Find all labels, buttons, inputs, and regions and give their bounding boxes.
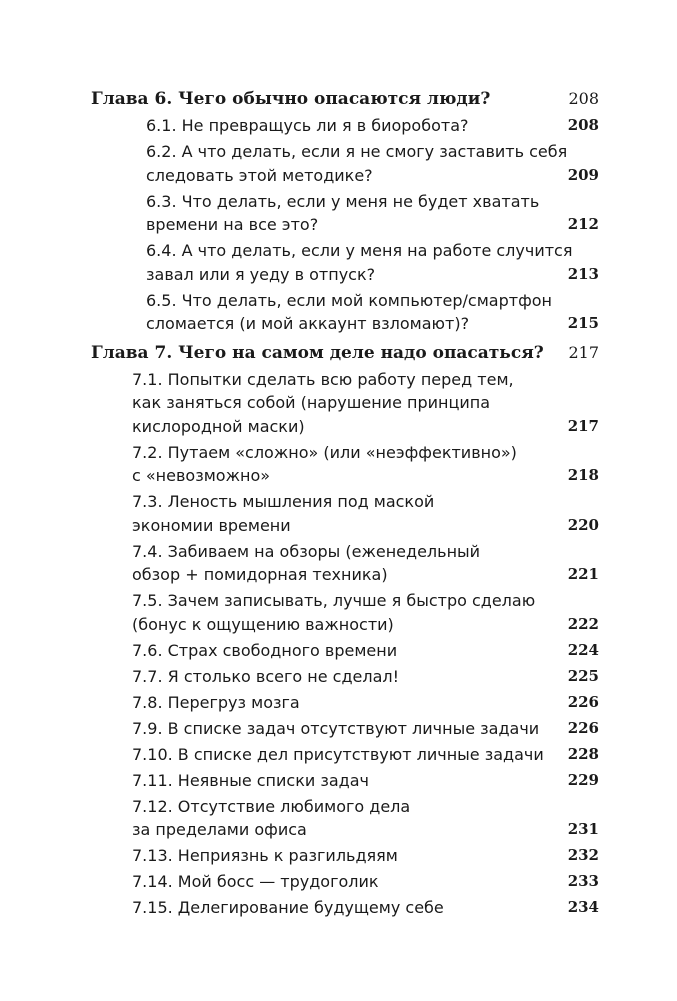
entry-title-line: 7.15. Делегирование будущему себе <box>132 898 444 917</box>
entry-title-line: 7.4. Забиваем на обзоры (еженедельный <box>132 541 481 561</box>
entry-title-line: времени на все это? <box>146 215 319 234</box>
table-of-contents <box>91 86 599 922</box>
chapter-title: Глава 7. Чего на самом деле надо опасаться? <box>91 342 544 363</box>
entry-page-number: 226 <box>567 718 599 737</box>
entry-title-line: 7.14. Мой босс — трудоголик <box>132 872 379 891</box>
entry-page-number: 226 <box>567 692 599 711</box>
chapter-page-number: 217 <box>568 342 599 362</box>
toc-entry[interactable] <box>91 190 599 237</box>
entry-page-number: 233 <box>567 872 599 890</box>
chapter-heading[interactable] <box>91 86 599 112</box>
toc-entry[interactable] <box>91 368 599 439</box>
entry-page-number: 224 <box>567 640 599 659</box>
toc-entry[interactable] <box>91 589 599 636</box>
entry-title-line: за пределами офиса <box>132 820 307 839</box>
entry-title-line: 7.2. Путаем «сложно» (или «неэффективно») <box>132 442 517 462</box>
toc-entry[interactable] <box>91 114 599 138</box>
entry-title-line: завал или я уеду в отпуск? <box>146 264 376 284</box>
entry-title-line: сломается (и мой аккаунт взломают)? <box>146 314 470 333</box>
toc-entry[interactable] <box>91 441 599 488</box>
entry-title-line: 7.1. Попытки сделать всю работу перед тем, <box>132 369 514 389</box>
entry-page-number: 212 <box>567 215 599 233</box>
toc-entry[interactable] <box>91 665 599 689</box>
entry-title-line: 7.7. Я столько всего не сделал! <box>132 666 400 686</box>
entry-page-number: 228 <box>567 744 599 763</box>
entry-title-line: 7.10. В списке дел присутствуют личные задачи <box>132 744 544 764</box>
toc-entry[interactable] <box>91 639 599 663</box>
entry-page-number: 231 <box>567 820 599 838</box>
toc-entry[interactable] <box>91 289 599 336</box>
entry-title-line: 7.9. В списке задач отсутствуют личные задачи <box>132 718 540 738</box>
entry-title-line: следовать этой методике? <box>146 165 373 185</box>
toc-entry[interactable] <box>91 795 599 842</box>
entry-page-number: 225 <box>567 666 599 685</box>
toc-entry[interactable] <box>91 140 599 187</box>
entry-title-line: 7.13. Неприязнь к разгильдяям <box>132 846 398 865</box>
entry-page-number: 232 <box>567 846 599 864</box>
toc-entry[interactable] <box>91 870 599 894</box>
entry-page-number: 217 <box>567 416 599 435</box>
chapter-heading[interactable] <box>91 340 599 366</box>
entry-title-line: экономии времени <box>132 515 291 535</box>
toc-entry[interactable] <box>91 239 599 286</box>
entry-page-number: 213 <box>567 264 599 283</box>
toc-entry[interactable] <box>91 540 599 587</box>
entry-title-line: (бонус к ощущению важности) <box>132 614 394 634</box>
entry-page-number: 209 <box>567 165 599 184</box>
entry-page-number: 208 <box>567 116 599 134</box>
entry-title-line: 6.3. Что делать, если у меня не будет хватать <box>146 191 540 211</box>
entry-title-line: 6.2. А что делать, если я не смогу заставить себя <box>146 142 568 161</box>
toc-entry[interactable] <box>91 490 599 537</box>
entry-title-line: 7.11. Неявные списки задач <box>132 770 369 790</box>
entry-title-line: 7.5. Зачем записывать, лучше я быстро сделаю <box>132 591 536 610</box>
entry-page-number: 222 <box>567 614 599 633</box>
chapter-page-number: 208 <box>568 89 599 108</box>
toc-entry[interactable] <box>91 896 599 920</box>
toc-entry[interactable] <box>91 769 599 793</box>
chapter-title: Глава 6. Чего обычно опасаются люди? <box>91 89 491 109</box>
entry-title-line: с «невозможно» <box>132 466 271 485</box>
entry-title-line: 7.12. Отсутствие любимого дела <box>132 796 411 816</box>
toc-entry[interactable] <box>91 743 599 767</box>
entry-page-number: 218 <box>567 466 599 484</box>
entry-page-number: 215 <box>567 314 599 332</box>
entry-title-line: 6.5. Что делать, если мой компьютер/смартфон <box>146 290 553 310</box>
entry-page-number: 221 <box>567 565 599 583</box>
entry-title-line: 6.1. Не превращусь ли я в биоробота? <box>146 116 469 135</box>
entry-title-line: кислородной маски) <box>132 416 305 436</box>
toc-entry[interactable] <box>91 717 599 741</box>
entry-title-line: обзор + помидорная техника) <box>132 565 388 584</box>
entry-page-number: 220 <box>567 515 599 534</box>
toc-entry[interactable] <box>91 691 599 715</box>
entry-title-line: 7.8. Перегруз мозга <box>132 692 300 712</box>
entry-title-line: как заняться собой (нарушение принципа <box>132 393 491 412</box>
entry-title-line: 7.6. Страх свободного времени <box>132 640 398 660</box>
toc-entry[interactable] <box>91 844 599 868</box>
entry-title-line: 7.3. Леность мышления под маской <box>132 492 435 511</box>
entry-page-number: 234 <box>567 898 599 916</box>
entry-title-line: 6.4. А что делать, если у меня на работе случится <box>146 241 573 260</box>
entry-page-number: 229 <box>567 770 599 789</box>
